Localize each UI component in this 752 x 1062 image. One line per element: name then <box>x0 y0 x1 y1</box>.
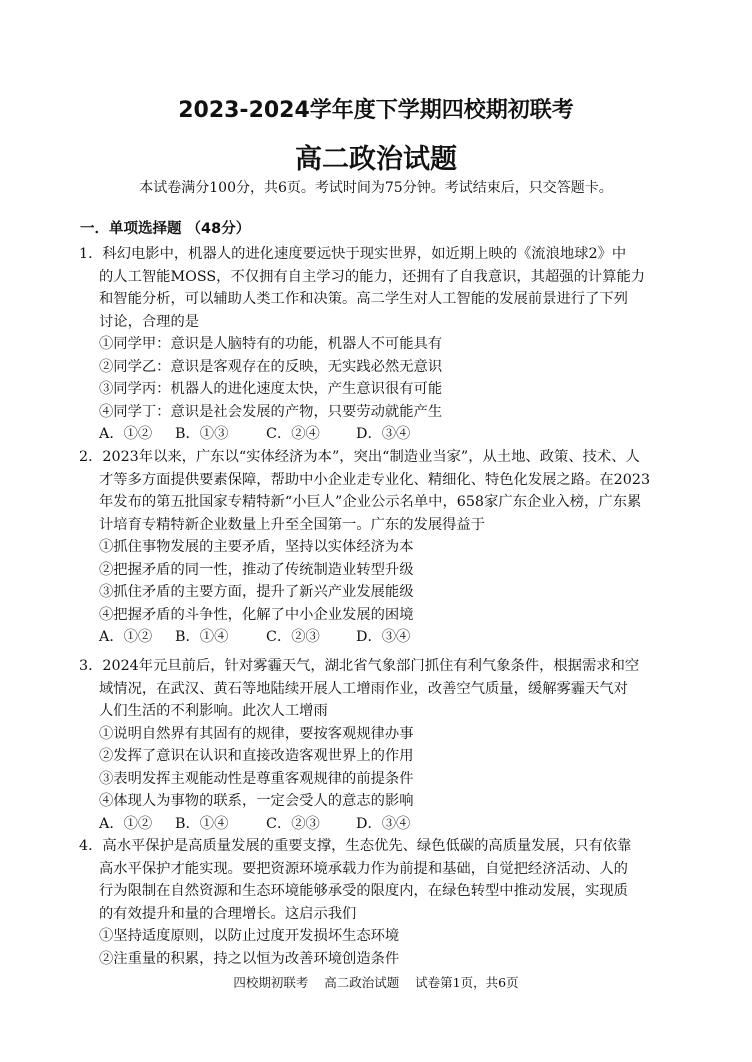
question-line: 4．高水平保护是高质量发展的重要支撑，生态优先、绿色低碳的高质量发展，只有依靠 <box>79 838 632 854</box>
answer-options <box>79 423 674 446</box>
option-c: C．②③ <box>266 815 320 832</box>
question-line: 行为限制在自然资源和生态环境能够承受的限度内，在绿色转型中推动发展，实现质 <box>99 883 628 899</box>
option-a: A．①② <box>99 815 153 832</box>
question-line: 1．科幻电影中，机器人的进化速度要远快于现实世界，如近期上映的《流浪地球2》中 <box>79 246 627 262</box>
choice-item: ①同学甲：意识是人脑特有的功能，机器人不可能具有 <box>99 336 443 352</box>
question-line: 的有效提升和量的合理增长。这启示我们 <box>99 905 357 922</box>
option-d: D．③④ <box>356 629 411 645</box>
question-4 <box>79 835 674 970</box>
choice-item: ①抓住事物发展的主要矛盾，坚持以实体经济为本 <box>99 539 414 555</box>
answer-options <box>79 626 674 649</box>
question-line: 才等多方面提供要素保障，帮助中小企业走专业化、精细化、特色化发展之路。在2023 <box>99 471 651 488</box>
option-a: A．①② <box>99 426 153 442</box>
question-3 <box>79 655 674 835</box>
question-line: 和智能分析，可以辅助人类工作和决策。高二学生对人工智能的发展前景进行了下列 <box>99 291 628 307</box>
choice-item: ④同学丁：意识是社会发展的产物，只要劳动就能产生 <box>99 403 443 420</box>
option-b: B．①④ <box>175 815 229 832</box>
option-d: D．③④ <box>356 815 411 832</box>
question-line: 计培育专精特新企业数量上升至全国第一。广东的发展得益于 <box>99 516 486 533</box>
option-d: D．③④ <box>356 426 411 442</box>
choice-item: ③表明发挥主观能动性是尊重客观规律的前提条件 <box>99 770 414 787</box>
page-footer: 四校期初联考 高二政治试题 试卷第1页，共6页 <box>233 975 519 990</box>
question-line: 年发布的第五批国家专精特新“小巨人”企业公示名单中，658家广东企业入榜，广东累 <box>99 494 642 510</box>
option-b: B．①③ <box>175 426 229 442</box>
exam-title: 2023-2024学年度下学期四校期初联考 <box>178 98 574 123</box>
question-line: 域情况，在武汉、黄石等地陆续开展人工增雨作业，改善空气质量，缓解雾霾天气对 <box>99 680 628 697</box>
question-line: 2．2023年以来，广东以“实体经济为本”，突出“制造业当家”，从土地、政策、技术、人 <box>79 449 640 465</box>
answer-options <box>79 813 674 836</box>
question-line: 人们生活的不利影响。此次人工增雨 <box>99 703 328 719</box>
question-line: 讨论，合理的是 <box>99 313 200 330</box>
choice-item: ②注重量的积累，持之以恒为改善环境创造条件 <box>99 950 400 967</box>
choice-item: ③同学丙：机器人的进化速度太快，产生意识很有可能 <box>99 381 443 397</box>
choice-item: ②把握矛盾的同一性，推动了传统制造业转型升级 <box>99 561 414 578</box>
option-a: A．①② <box>99 629 153 645</box>
choice-item: ②同学乙：意识是客观存在的反映，无实践必然无意识 <box>99 358 443 375</box>
question-line: 的人工智能MOSS，不仅拥有自主学习的能力，还拥有了自我意识，其超强的计算能力 <box>99 268 646 285</box>
question-line: 3．2024年元旦前后，针对雾霾天气，湖北省气象部门抓住有利气象条件，根据需求和空 <box>79 658 640 674</box>
exam-instructions: 本试卷满分100分，共6页。考试时间为75分钟。考试结束后，只交答题卡。 <box>139 180 613 196</box>
choice-item: ③抓住矛盾的主要方面，提升了新兴产业发展能级 <box>99 584 414 600</box>
subject-title: 高二政治试题 <box>295 144 457 175</box>
choice-item: ④体现人为事物的联系，一定会受人的意志的影响 <box>99 793 414 809</box>
option-b: B．①④ <box>175 629 229 645</box>
section-heading: 一．单项选择题 （48分） <box>80 221 251 237</box>
choice-item: ①说明自然界有其固有的规律，要按客观规律办事 <box>99 725 414 742</box>
choice-item: ②发挥了意识在认识和直接改造客观世界上的作用 <box>99 748 414 764</box>
option-c: C．②③ <box>266 629 320 645</box>
question-line: 高水平保护才能实现。要把资源环境承载力作为前提和基础，自觉把经济活动、人的 <box>99 860 628 877</box>
question-1 <box>79 243 674 446</box>
option-c: C．②④ <box>266 426 320 442</box>
question-2 <box>79 446 674 649</box>
choice-item: ④把握矛盾的斗争性，化解了中小企业发展的困境 <box>99 606 414 623</box>
choice-item: ①坚持适度原则，以防止过度开发损坏生态环境 <box>99 928 400 944</box>
